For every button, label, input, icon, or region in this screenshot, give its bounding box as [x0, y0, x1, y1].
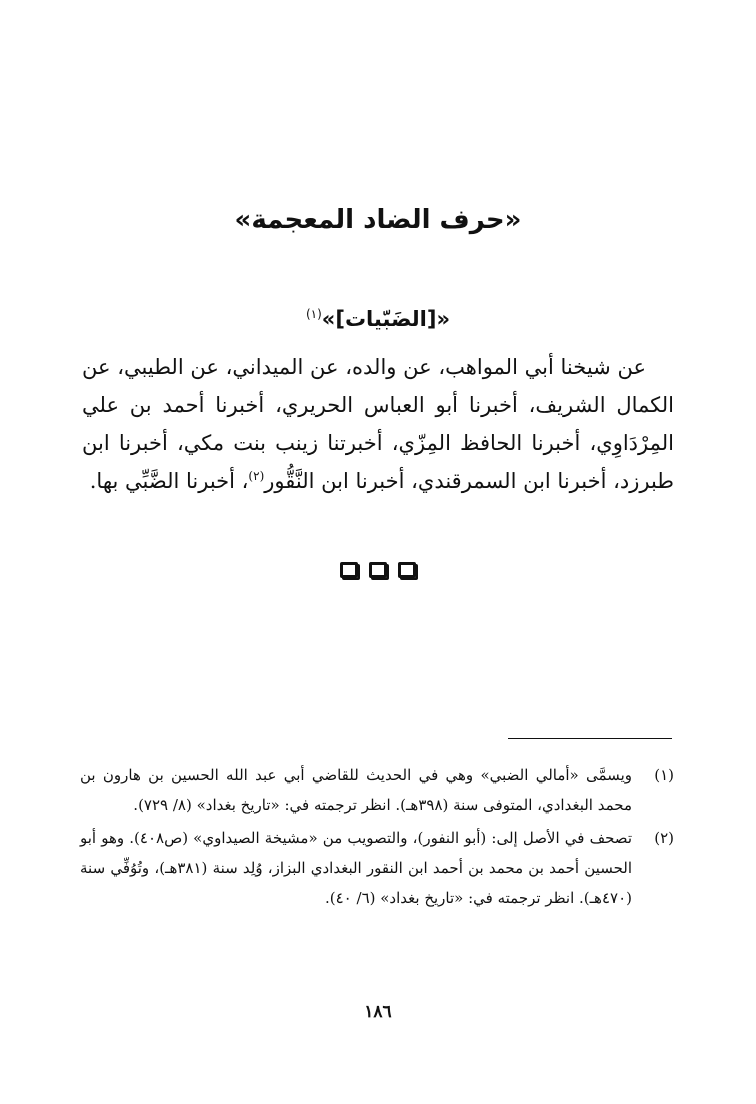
footnotes: [80, 760, 674, 916]
section-title-text: «[الضَبّيات]»: [321, 307, 451, 331]
ornament-square-icon: [369, 562, 387, 578]
footnote-item: [80, 760, 674, 820]
body-text-part2: ، أخبرنا الضَّبِّي بها.: [89, 469, 249, 493]
section-ornament: [340, 562, 416, 582]
body-paragraph: [82, 348, 674, 500]
page-number: ١٨٦: [364, 1002, 392, 1022]
footnote-item: [80, 823, 674, 913]
body-text-part1: عن شيخنا أبي المواهب، عن والده، عن الميداني، عن الطيبي، عن الكمال الشريف، أخبرنا أبو العباس الحريري، أخبرنا أحمد بن علي المِرْدَاوِي، أخبرنا الحافظ المِزّي، أخبرتنا زينب بنت مكي، أخبرنا ابن طبرزد، أخبرنا ابن السمرقندي، أخبرنا ابن النَّقُّور: [82, 355, 674, 493]
ornament-square-icon: [398, 562, 416, 578]
section-title: [0, 302, 756, 336]
ornament-square-icon: [340, 562, 358, 578]
footnote-ref-2: (٢): [248, 469, 265, 483]
chapter-title: «حرف الضاد المعجمة»: [234, 205, 522, 235]
body-text: [82, 348, 674, 500]
footnote-text: ويسمَّى «أمالي الضبي» وهي في الحديث للقاضي أبي عبد الله الحسين بن هارون بن محمد البغدادي، المتوفى سنة (٣٩٨هـ). انظر ترجمته في: «تاريخ بغداد» (٨/ ٧٢٩).: [80, 766, 632, 814]
footnote-ref-1: (١): [305, 307, 322, 321]
footnote-number: (١): [654, 766, 674, 784]
footnote-text: تصحف في الأصل إلى: (أبو النفور)، والتصويب من «مشيخة الصيداوي» (ص٤٠٨). وهو أبو الحسين أحمد بن محمد بن أحمد ابن النقور البغدادي البزاز، وُلِد سنة (٣٨١هـ)، وتُوُفِّي سنة (٤٧٠هـ). انظر ترجمته في: «تاريخ بغداد» (٦/ ٤٠).: [80, 829, 633, 907]
footnote-divider: [508, 738, 672, 739]
footnote-number: (٢): [654, 829, 674, 847]
